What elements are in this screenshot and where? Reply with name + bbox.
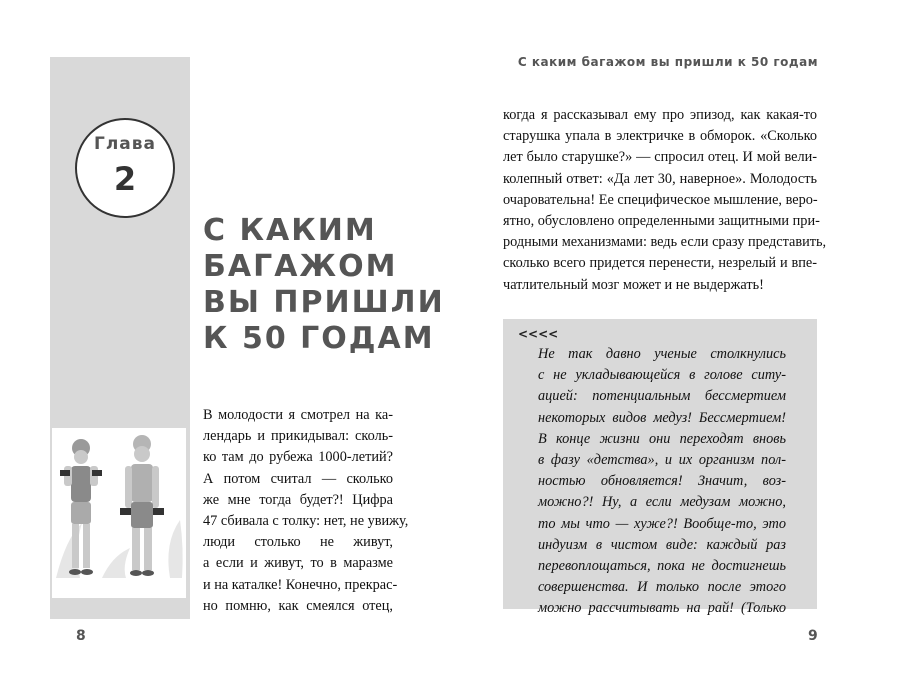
text-line: когда я рассказывал ему про эпизод, как какая-то: [503, 107, 817, 123]
quote-line: можно?! Ну, а если медузам можно,: [538, 494, 786, 511]
quote-line: ацией: потенциальным бессмертием: [538, 388, 786, 405]
text-line: сколько всего придется перенести, незрелый и впе-: [503, 255, 817, 272]
text-line: очаровательна! Ее специфическое мышление, веро-: [503, 191, 818, 208]
text-line: В молодости я смотрел на ка-: [203, 407, 393, 423]
text-line: 47 сбивала с толку: нет, не увижу,: [203, 513, 409, 530]
text-line: лендарь и прикидывал: сколь-: [203, 428, 393, 445]
quote-line: совершенства. И только после этого: [538, 579, 786, 596]
left-body-text: [203, 405, 409, 617]
text-line: родными механизмами: ведь если сразу представить,: [503, 234, 827, 251]
chapter-title-line: БАГАЖОМ: [203, 249, 398, 284]
text-line: ятно, обусловлено определенными защитными при-: [503, 213, 820, 230]
right-body-text: [503, 105, 827, 296]
exercise-illustration: [52, 428, 186, 598]
quote-line: Не так давно ученые столкнулись: [538, 346, 786, 362]
text-line: люди столько не живут,: [203, 534, 393, 551]
left-page-number: 8: [76, 628, 86, 644]
text-line: но помню, как смеялся отец,: [203, 597, 393, 614]
text-line: ко там до рубежа 1000-летий?: [203, 449, 393, 466]
text-line: и на каталке! Конечно, прекрас-: [203, 576, 398, 593]
text-line: же мне тогда будет?! Цифра: [203, 491, 393, 508]
right-page-number: 9: [808, 628, 818, 644]
chapter-badge: [75, 118, 175, 218]
quote-box: [503, 319, 817, 617]
quote-line: В конце жизни они переходят вновь: [538, 430, 786, 447]
text-line: лет было старушке?» — спросил отец. И мой вели-: [503, 149, 817, 166]
chapter-title-line: ВЫ ПРИШЛИ: [203, 285, 445, 320]
running-head: С каким багажом вы пришли к 50 годам: [517, 55, 818, 69]
text-line: колепный ответ: «Да лет 30, наверное». Молодость: [503, 170, 817, 187]
quote-line: перевоплощаться, пока не достигнешь: [538, 558, 786, 575]
text-line: старушка упала в электричке в обморок. «Сколько: [503, 128, 817, 145]
text-line: а если и живут, то в маразме: [203, 555, 393, 572]
quote-line: индуизм в чистом виде: каждый раз: [538, 536, 786, 553]
text-line: А потом считал — сколько: [203, 470, 393, 487]
quote-line: можно рассчитывать на рай! (Только: [538, 600, 786, 617]
quote-line: то мы что — хуже?! Вообще-то, это: [538, 515, 786, 532]
chapter-label: Глава: [94, 134, 156, 154]
chapter-title: [203, 213, 445, 357]
quote-line: с не укладывающейся в голове ситу-: [538, 367, 786, 384]
quote-line: в фазу «детства», и их организм пол-: [538, 452, 786, 469]
quote-line: ностью обновляется! Значит, воз-: [538, 473, 786, 490]
exercise-illustration-svg: [52, 428, 186, 598]
chapter-title-line: С КАКИМ: [203, 213, 377, 248]
quote-mark: <<<<: [518, 327, 559, 341]
chapter-title-line: К 50 ГОДАМ: [203, 321, 435, 356]
chapter-number: 2: [113, 160, 137, 198]
text-line: чатлительный мозг может и не выдержать!: [503, 276, 764, 293]
quote-line: некоторых видов медуз! Бессмертием!: [538, 409, 786, 426]
quote-text: [538, 344, 786, 620]
